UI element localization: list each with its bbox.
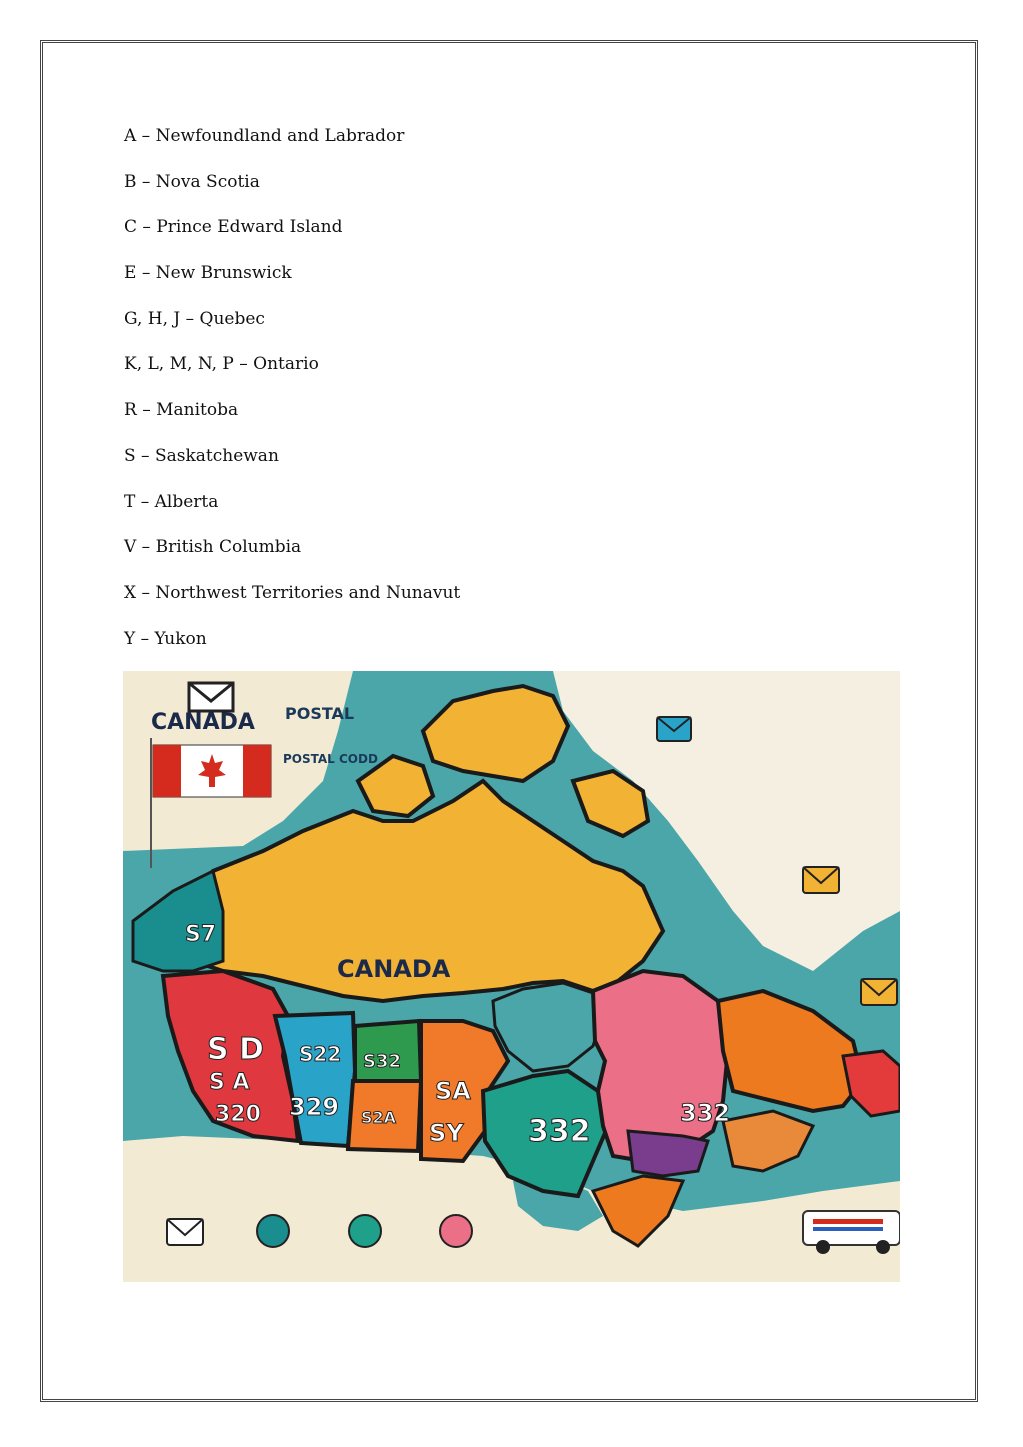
region-code: SY (429, 1119, 464, 1147)
list-item: V – British Columbia (124, 537, 302, 558)
envelope-icon (440, 1215, 472, 1247)
envelope-icon (861, 979, 897, 1005)
list-item: Y – Yukon (124, 628, 207, 649)
map-illustration (123, 671, 900, 1282)
region-code: 329 (289, 1093, 340, 1121)
envelope-icon (349, 1215, 381, 1247)
region-code: S D (207, 1032, 264, 1067)
list-item: A – Newfoundland and Labrador (124, 126, 405, 146)
postal-code-label: POSTAL CODD (283, 752, 378, 766)
map-center-label: CANADA (337, 955, 451, 983)
list-item: R – Manitoba (124, 400, 239, 421)
envelope-icon (189, 683, 233, 711)
region-code: 332 (528, 1114, 591, 1149)
envelope-icon (167, 1219, 203, 1245)
region-code: 320 (215, 1102, 261, 1127)
list-item: G, H, J – Quebec (124, 308, 265, 329)
region-code: S2A (361, 1108, 397, 1127)
postal-label: POSTAL (285, 704, 355, 723)
list-item: T – Alberta (124, 491, 219, 512)
region-code: S7 (185, 922, 217, 947)
south-quebec-region (628, 1131, 708, 1176)
region-code: S32 (363, 1051, 402, 1072)
badge-icon (257, 1215, 289, 1247)
flag-pole (150, 738, 152, 868)
map-title: CANADA (151, 710, 255, 735)
list-item: X – Northwest Territories and Nunavut (124, 582, 461, 603)
list-item: C – Prince Edward Island (124, 217, 343, 238)
list-item: B – Nova Scotia (124, 171, 260, 192)
list-item: S – Saskatchewan (124, 445, 279, 466)
envelope-icon (657, 717, 691, 741)
region-code: SA (435, 1077, 471, 1105)
list-item: K, L, M, N, P – Ontario (124, 354, 319, 375)
canada-postal-map (123, 671, 900, 1282)
postal-prefix-list (124, 124, 460, 672)
region-code: S22 (299, 1042, 342, 1066)
canada-flag (153, 745, 271, 797)
region-code: S A (209, 1070, 250, 1095)
region-code: 332 (680, 1099, 731, 1127)
envelope-icon (803, 867, 839, 893)
list-item: E – New Brunswick (124, 263, 292, 284)
